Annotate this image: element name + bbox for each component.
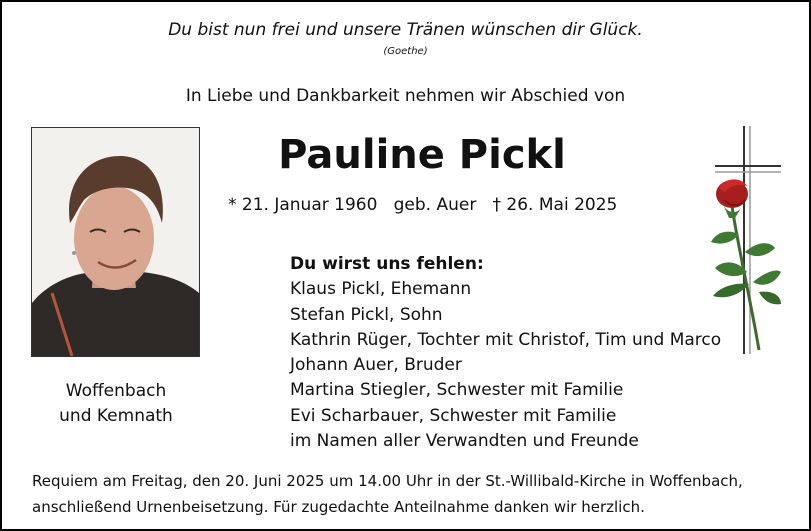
service-info bbox=[32, 468, 792, 520]
service-line-1: Requiem am Freitag, den 20. Juni 2025 um 14.00 Uhr in der St.-Willibald-Kirche in Woffenbach, bbox=[32, 472, 743, 490]
cross-with-rose-icon bbox=[677, 122, 787, 362]
mourner-line: Klaus Pickl, Ehemann bbox=[290, 279, 472, 300]
life-dates: * 21. Januar 1960 geb. Auer † 26. Mai 2025 bbox=[228, 195, 618, 215]
place-block bbox=[31, 379, 201, 429]
mourner-line: Kathrin Rüger, Tochter mit Christof, Tim und Marco bbox=[290, 329, 722, 350]
mourner-line: im Namen aller Verwandten und Freunde bbox=[290, 431, 639, 452]
quote-text: Du bist nun frei und unsere Tränen wünschen dir Glück. bbox=[168, 20, 643, 40]
mourner-line: Evi Scharbauer, Schwester mit Familie bbox=[290, 405, 617, 426]
quote-author: (Goethe) bbox=[383, 46, 428, 57]
place-line-2: und Kemnath bbox=[59, 406, 173, 426]
place-line-1: Woffenbach bbox=[65, 381, 167, 401]
mourner-line: Johann Auer, Bruder bbox=[290, 355, 462, 376]
service-line-2: anschließend Urnenbeisetzung. Für zugedachte Anteilnahme danken wir herzlich. bbox=[32, 498, 645, 516]
mourners-list bbox=[290, 252, 721, 454]
deceased-name: Pauline Pickl bbox=[278, 132, 566, 178]
mourner-line: Martina Stiegler, Schwester mit Familie bbox=[290, 380, 624, 401]
farewell-line: In Liebe und Dankbarkeit nehmen wir Abschied von bbox=[185, 86, 626, 106]
portrait-photo bbox=[31, 127, 200, 357]
mourner-line: Stefan Pickl, Sohn bbox=[290, 304, 443, 325]
mourners-heading: Du wirst uns fehlen: bbox=[290, 254, 484, 274]
